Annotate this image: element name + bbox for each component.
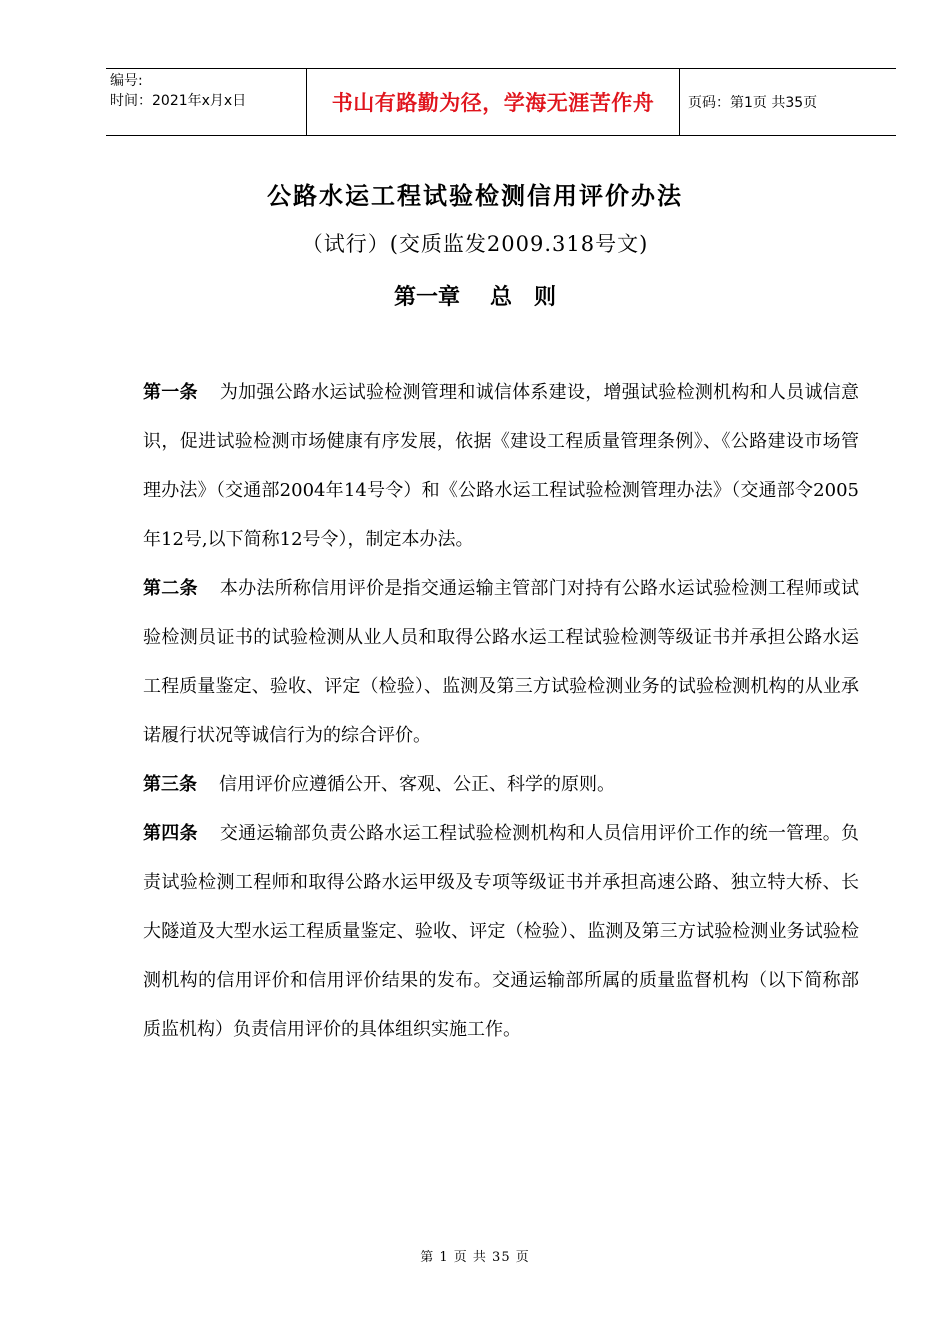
article-3	[143, 760, 859, 809]
article-label: 第一条	[143, 382, 198, 403]
document-subtitle: （试行）(交质监发2009.318号文)	[301, 232, 649, 256]
header-page-label: 页码：第1页 共35页	[688, 95, 818, 111]
article-text: 本办法所称信用评价是指交通运输主管部门对持有公路水运试验检测工程师或试验检测员证书的试验检测从业人员和取得公路水运工程试验检测等级证书并承担公路水运工程质量鉴定、验收、评定（检验）、监测及第三方试验检测业务的试验检测机构的从业承诺履行状况等诚信行为的综合评价。	[143, 578, 859, 746]
article-2	[143, 564, 859, 760]
article-text: 交通运输部负责公路水运工程试验检测机构和人员信用评价工作的统一管理。负责试验检测工程师和取得公路水运甲级及专项等级证书并承担高速公路、独立特大桥、长大隧道及大型水运工程质量鉴定、验收、评定（检验）、监测及第三方试验检测业务试验检测机构的信用评价和信用评价结果的发布。交通运输部所属的质量监督机构（以下简称部质监机构）负责信用评价的具体组织实施工作。	[143, 823, 859, 1040]
article-label: 第四条	[143, 823, 198, 844]
article-text: 为加强公路水运试验检测管理和诚信体系建设，增强试验检测机构和人员诚信意识，促进试验检测市场健康有序发展，依据《建设工程质量管理条例》、《公路建设市场管理办法》（交通部2004年14号令）和《公路水运工程试验检测管理办法》（交通部令2005年12号,以下简称12号令），制定本办法。	[143, 382, 859, 550]
article-text: 信用评价应遵循公开、客观、公正、科学的原则。	[219, 774, 615, 795]
header-meta	[106, 69, 306, 135]
number-label: 编号:	[110, 73, 143, 89]
chapter-number: 第一章	[393, 284, 460, 310]
article-label: 第三条	[143, 774, 197, 795]
document-body	[143, 368, 859, 1054]
page-footer: 第 1 页 共 35 页	[420, 1250, 530, 1265]
article-1	[143, 368, 859, 564]
time-label: 时间：2021年x月x日	[110, 93, 247, 109]
article-label: 第二条	[143, 578, 198, 599]
page-header	[106, 68, 896, 136]
document-title: 公路水运工程试验检测信用评价办法	[267, 181, 683, 210]
chapter-title: 总 则	[490, 284, 557, 310]
chapter-heading	[0, 280, 950, 311]
header-motto: 书山有路勤为径，学海无涯苦作舟	[306, 69, 680, 135]
article-4	[143, 809, 859, 1054]
